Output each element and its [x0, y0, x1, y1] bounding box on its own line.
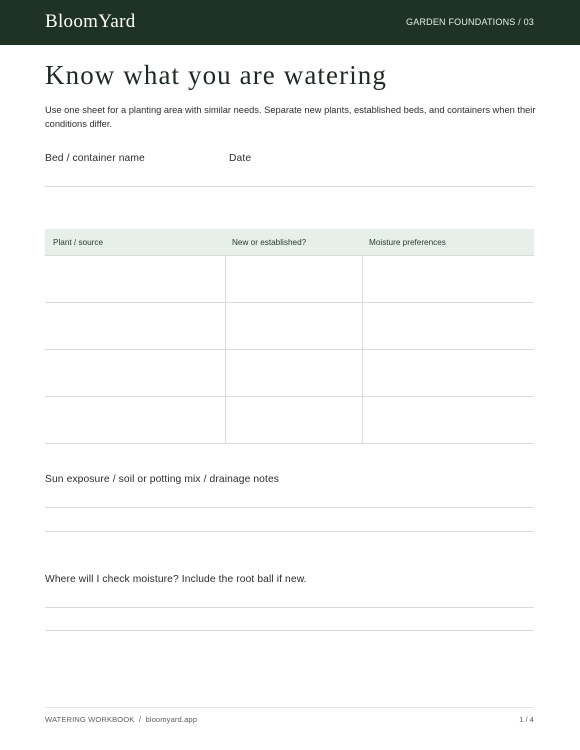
brand-logo: BloomYard [45, 11, 136, 32]
table-cell[interactable] [362, 256, 534, 303]
table-cell[interactable] [45, 303, 225, 350]
intro-text: Use one sheet for a planting area with similar needs. Separate new plants, established beds, and containers when their conditions differ. [45, 105, 536, 129]
sun-soil-write-line[interactable] [45, 507, 534, 508]
sun-soil-write-line[interactable] [45, 531, 534, 532]
bed-name-label: Bed / container name [45, 153, 145, 164]
footer-divider [45, 707, 534, 708]
column-header-new-or-established: New or established? [225, 229, 362, 256]
table-cell[interactable] [45, 397, 225, 444]
column-header-plant-source: Plant / source [45, 229, 225, 256]
table-row [45, 397, 534, 444]
table-header-row [45, 229, 534, 256]
moisture-check-write-line[interactable] [45, 607, 534, 608]
bed-date-write-line[interactable] [45, 186, 534, 187]
table-cell[interactable] [225, 303, 362, 350]
table-row [45, 256, 534, 303]
page-title: Know what you are watering [45, 60, 388, 90]
table-row [45, 350, 534, 397]
moisture-check-write-line[interactable] [45, 630, 534, 631]
table-row [45, 303, 534, 350]
section-label: GARDEN FOUNDATIONS / 03 [406, 17, 534, 27]
sun-soil-prompt: Sun exposure / soil or potting mix / drainage notes [45, 474, 280, 485]
moisture-check-prompt: Where will I check moisture? Include the root ball if new. [45, 574, 307, 585]
column-header-moisture-preferences: Moisture preferences [362, 229, 534, 256]
table-cell[interactable] [362, 397, 534, 444]
page-number: 1 / 4 [519, 715, 534, 724]
date-label: Date [229, 153, 252, 164]
top-bar [0, 0, 580, 45]
footer-source: WATERING WORKBOOK / bloomyard.app [45, 715, 198, 724]
table-cell[interactable] [362, 350, 534, 397]
table-cell[interactable] [45, 256, 225, 303]
table-cell[interactable] [225, 397, 362, 444]
plant-table [45, 229, 534, 444]
table-cell[interactable] [45, 350, 225, 397]
table-cell[interactable] [225, 350, 362, 397]
table-cell[interactable] [225, 256, 362, 303]
table-cell[interactable] [362, 303, 534, 350]
